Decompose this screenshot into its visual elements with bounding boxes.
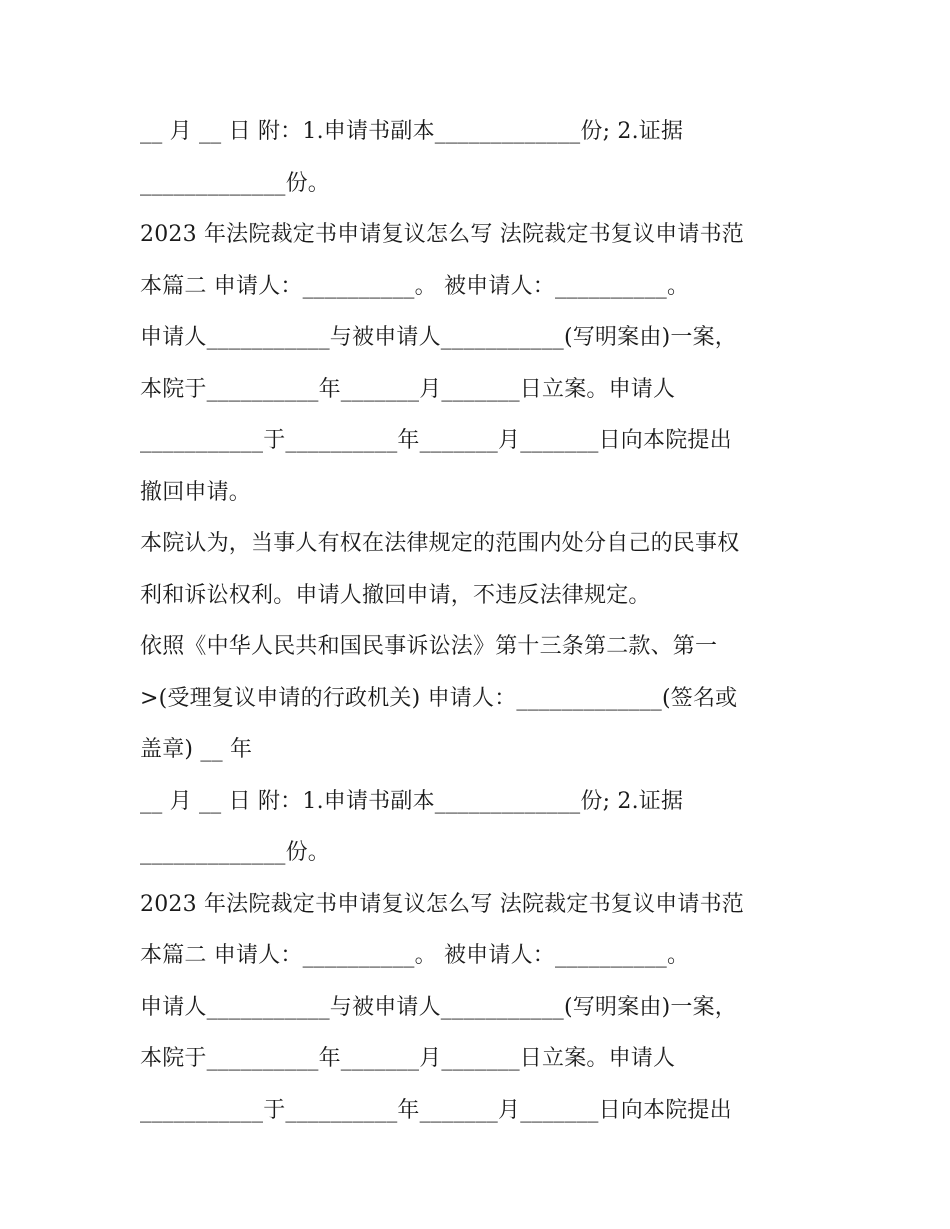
text-line: __ 月 __ 日 附：1.申请书副本_____________份; 2.证据 bbox=[140, 119, 684, 144]
text-line: ___________于__________年_______月_______日向本院提出 bbox=[140, 1097, 732, 1123]
text-line: 本篇二 申请人：__________。 被申请人：__________。 bbox=[140, 943, 690, 968]
text-line: 依照《中华人民共和国民事诉讼法》第十三条第二款、第一 bbox=[140, 634, 718, 659]
text-line: _____________份。 bbox=[140, 840, 331, 865]
text-line: 本院认为，当事人有权在法律规定的范围内处分自己的民事权 bbox=[140, 531, 740, 556]
text-line: _____________份。 bbox=[140, 170, 331, 196]
text-line: 利和诉讼权利。申请人撤回申请，不违反法律规定。 bbox=[140, 582, 651, 608]
text-line: 申请人___________与被申请人___________(写明案由)一案， bbox=[140, 325, 737, 350]
text-line: 本篇二 申请人：__________。 被申请人：__________。 bbox=[140, 273, 690, 299]
text-line: ___________于__________年_______月_______日向本院提出 bbox=[140, 428, 732, 453]
text-line: 盖章) __ 年 bbox=[140, 737, 253, 762]
document-body bbox=[140, 106, 830, 1136]
text-line: 2023 年法院裁定书申请复议怎么写 法院裁定书复议申请书范 bbox=[140, 891, 744, 917]
text-line: 申请人___________与被申请人___________(写明案由)一案， bbox=[140, 994, 737, 1020]
text-line: 撤回申请。 bbox=[140, 479, 252, 505]
text-line: 本院于__________年_______月_______日立案。申请人 bbox=[140, 1046, 676, 1071]
text-line: >(受理复议申请的行政机关) 申请人：_____________(签名或 bbox=[140, 685, 738, 711]
text-line: __ 月 __ 日 附：1.申请书副本_____________份; 2.证据 bbox=[140, 788, 684, 814]
text-line: 2023 年法院裁定书申请复议怎么写 法院裁定书复议申请书范 bbox=[140, 222, 744, 247]
text-line: 本院于__________年_______月_______日立案。申请人 bbox=[140, 376, 676, 402]
